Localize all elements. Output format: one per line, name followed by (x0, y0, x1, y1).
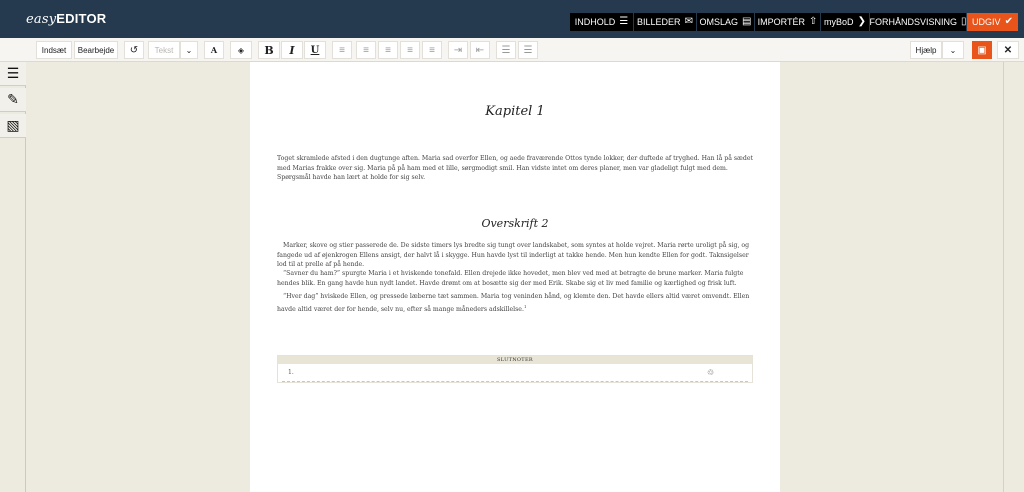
endnote-row[interactable] (282, 364, 748, 382)
paragraph-4[interactable] (277, 292, 753, 314)
nav-contents-button[interactable]: INDHOLD ☰ (570, 13, 633, 31)
align-right-icon[interactable]: ≡ (400, 41, 420, 59)
checkmark-icon: ✔ (1004, 16, 1013, 27)
bullet-list-icon[interactable]: ☰ (496, 41, 516, 59)
undo-button[interactable]: ↺ (124, 41, 144, 59)
underline-button[interactable]: U (304, 41, 326, 59)
left-sidebar (0, 62, 26, 492)
bold-button[interactable]: B (258, 41, 280, 59)
list-icon: ☰ (619, 16, 629, 27)
publish-button[interactable]: UDGIV ✔ (967, 13, 1018, 31)
endnote-number: 1. (288, 369, 294, 376)
paragraph-1[interactable]: Toget skramlede afsted i den dugtunge aften. Maria sad overfor Ellen, og aede fraværende Ottos tynde lokker, der duftede af tryghed. Han lå på sædet med Marias frakke over sig. Maria på på ham med et lille, sørgmodigt smil. Han vidste intet om deres planer, men var gladeligt fulgt med dem. Spørgsmål havde han lært at holde for sig selv. (277, 155, 753, 182)
brush-icon[interactable]: ✎ (0, 88, 26, 112)
top-bar (0, 0, 1024, 38)
highlight-icon[interactable]: ◈ (230, 41, 252, 59)
app-logo: easyEDITOR (26, 11, 107, 27)
paragraph-3[interactable]: “Savner du ham?” spurgte Maria i et hviskende tonefald. Ellen drejede ikke hovedet, men blev ved med at betragte de brune marker. Maria fulgte hendes blik. En gang havde hun nydt landet. Havde drømt om at bosætte sig der med Erik. Skabe sig et liv med familie og kærlighed og frisk luft. (277, 270, 744, 287)
align-center-icon[interactable]: ≡ (378, 41, 398, 59)
chevron-right-icon: ❯ (857, 16, 866, 27)
nav-import-button[interactable]: IMPORTÉR ⇧ (755, 13, 820, 31)
paperclip-icon: ✉ (684, 16, 693, 27)
insert-menu-button[interactable]: Indsæt (36, 41, 72, 59)
mobile-icon: ▯ (961, 16, 967, 27)
outdent-icon[interactable]: ⇤ (470, 41, 490, 59)
nav-preview-button[interactable]: FORHÅNDSVISNING ▯ (870, 13, 966, 31)
chapter-title[interactable]: Kapitel 1 (485, 104, 545, 119)
italic-button[interactable]: I (281, 41, 303, 59)
nav-cover-button[interactable]: OMSLAG ▤ (697, 13, 754, 31)
right-panel (1003, 62, 1024, 492)
endnotes-section (277, 355, 753, 383)
paragraph-2[interactable]: Marker, skove og stier passerede de. De sidste timers lys bredte sig tungt over landskabet, som syntes at holde vejret. Maria rørte uroligt på sig, og fangede ud af øjenkrogen Ellens ansigt, der halvt lå i skygge. Hun havde lyst til inderligt at takke hende. Men hun kendte Ellen for godt. Taknsigelser lod til at prelle af på hende. (277, 242, 750, 269)
book-icon: ▤ (742, 16, 752, 27)
contents-list-icon[interactable]: ☰ (0, 62, 26, 86)
edit-menu-button[interactable]: Bearbejde (74, 41, 118, 59)
help-chevron-down-icon[interactable]: ⌄ (942, 41, 964, 59)
document-page[interactable] (250, 62, 780, 492)
heading-2[interactable]: Overskrift 2 (481, 217, 549, 230)
text-style-select[interactable]: Tekst (148, 41, 180, 59)
font-color-button[interactable]: A (204, 41, 224, 59)
nav-mybod-button[interactable]: myBoD ❯ (821, 13, 869, 31)
editor-toolbar (0, 38, 1024, 62)
close-icon[interactable]: ✕ (997, 41, 1019, 59)
paragraph-4-text: “Hver dag” hviskede Ellen, og pressede læberne tæt sammen. Maria tog veninden hånd, og klemte den. Det havde ellers altid været omvendt. Ellen havde altid været der for hende, selv nu, efter så mange måneders adskillelse. (277, 293, 750, 313)
nav-images-button[interactable]: BILLEDER ✉ (634, 13, 696, 31)
align-justify-icon[interactable]: ≡ (332, 41, 352, 59)
footnote-marker[interactable]: 1 (523, 303, 527, 309)
align-full-icon[interactable]: ≡ (422, 41, 442, 59)
image-icon[interactable]: ▧ (0, 114, 26, 138)
align-left-icon[interactable]: ≡ (356, 41, 376, 59)
save-icon[interactable]: ▣ (972, 41, 992, 59)
numbered-list-icon[interactable]: ☰ (518, 41, 538, 59)
trash-icon[interactable]: ♲ (707, 368, 715, 377)
upload-icon: ⇧ (808, 16, 818, 27)
help-button[interactable]: Hjælp (910, 41, 942, 59)
indent-icon[interactable]: ⇥ (448, 41, 468, 59)
chevron-down-icon[interactable]: ⌄ (180, 41, 198, 59)
endnotes-title: SLUTNOTER (278, 356, 752, 364)
